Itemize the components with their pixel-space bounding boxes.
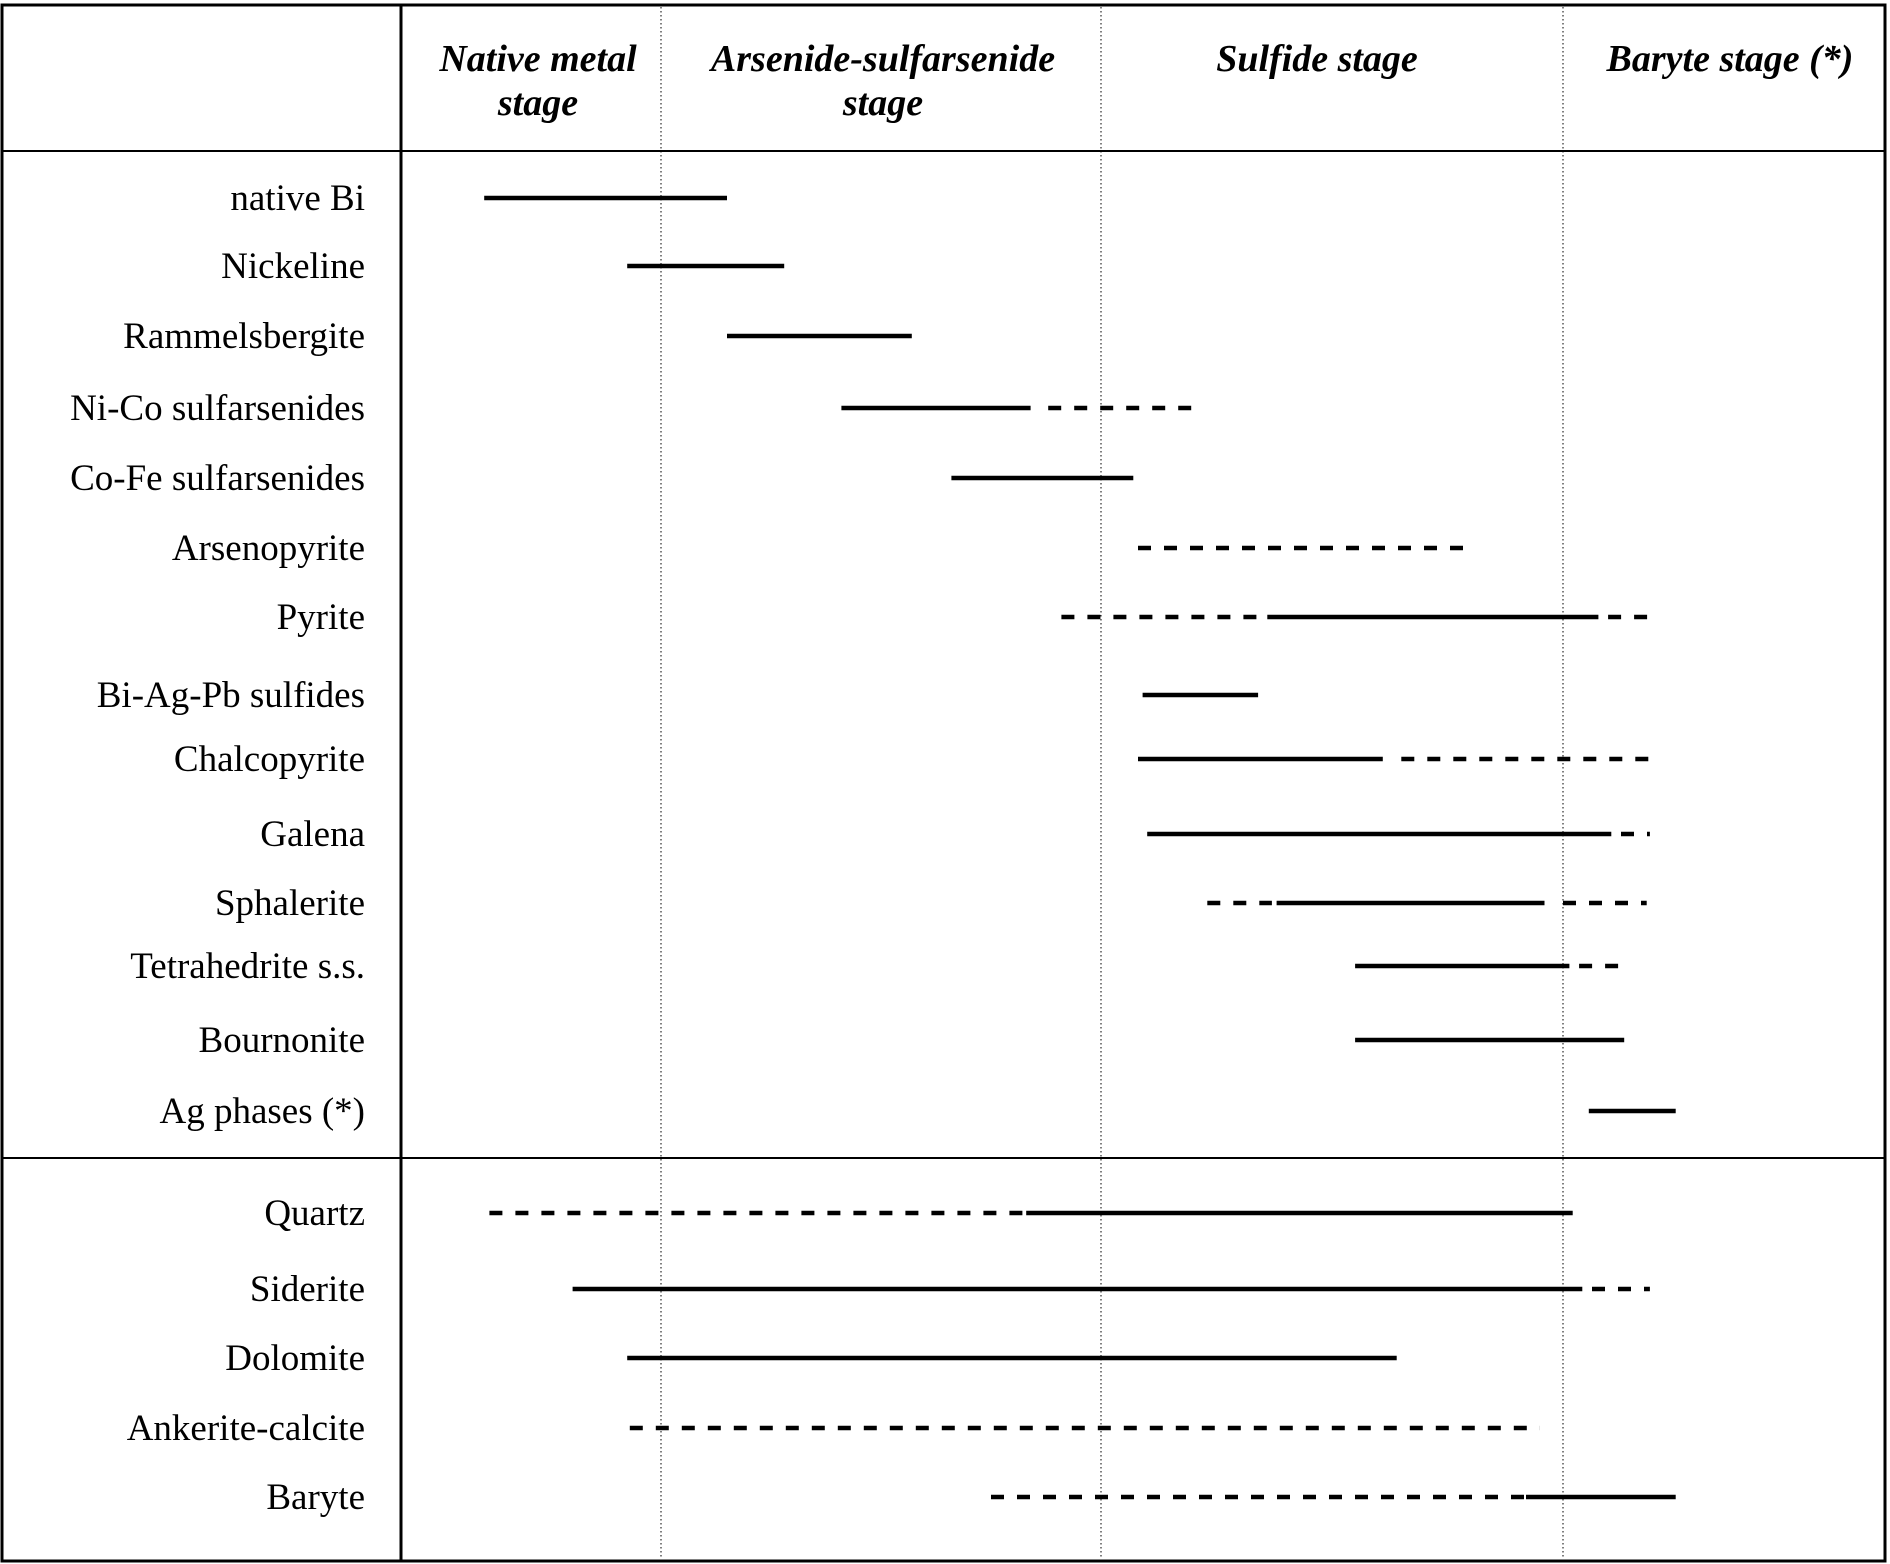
mineral-label: Ag phases (*) (159, 1091, 365, 1132)
stage-dividers (661, 7, 1563, 1559)
range-bars (484, 198, 1676, 1497)
mineral-label: Baryte (266, 1477, 365, 1518)
mineral-label: Arsenopyrite (171, 528, 365, 569)
mineral-label: Ni-Co sulfarsenides (70, 388, 365, 429)
mineral-label: Sphalerite (214, 883, 365, 924)
stage-header-native: Native metal (439, 38, 637, 80)
stage-headers (438, 38, 1853, 124)
mineral-label: Chalcopyrite (173, 739, 365, 780)
stage-header-arsenide: stage (842, 82, 924, 124)
table-frame (2, 5, 1885, 1561)
stage-header-sulfide: Sulfide stage (1216, 38, 1418, 80)
mineral-label: Dolomite (225, 1338, 365, 1379)
mineral-labels (70, 178, 365, 1518)
mineral-label: Rammelsbergite (123, 316, 365, 357)
mineral-label: Co-Fe sulfarsenides (70, 458, 365, 499)
mineral-label: Siderite (249, 1269, 365, 1310)
stage-header-native: stage (497, 82, 579, 124)
mineral-label: Nickeline (221, 246, 365, 287)
mineral-label: Galena (260, 814, 365, 855)
mineral-label: Tetrahedrite s.s. (130, 946, 365, 987)
stage-header-arsenide: Arsenide-sulfarsenide (710, 38, 1056, 80)
mineral-label: native Bi (230, 178, 365, 219)
stage-header-baryte: Baryte stage (*) (1606, 38, 1854, 80)
mineral-label: Bournonite (198, 1020, 365, 1061)
mineral-label: Bi-Ag-Pb sulfides (96, 675, 365, 716)
mineral-label: Pyrite (276, 597, 365, 638)
mineral-label: Ankerite-calcite (126, 1408, 365, 1449)
mineral-label: Quartz (264, 1193, 365, 1234)
